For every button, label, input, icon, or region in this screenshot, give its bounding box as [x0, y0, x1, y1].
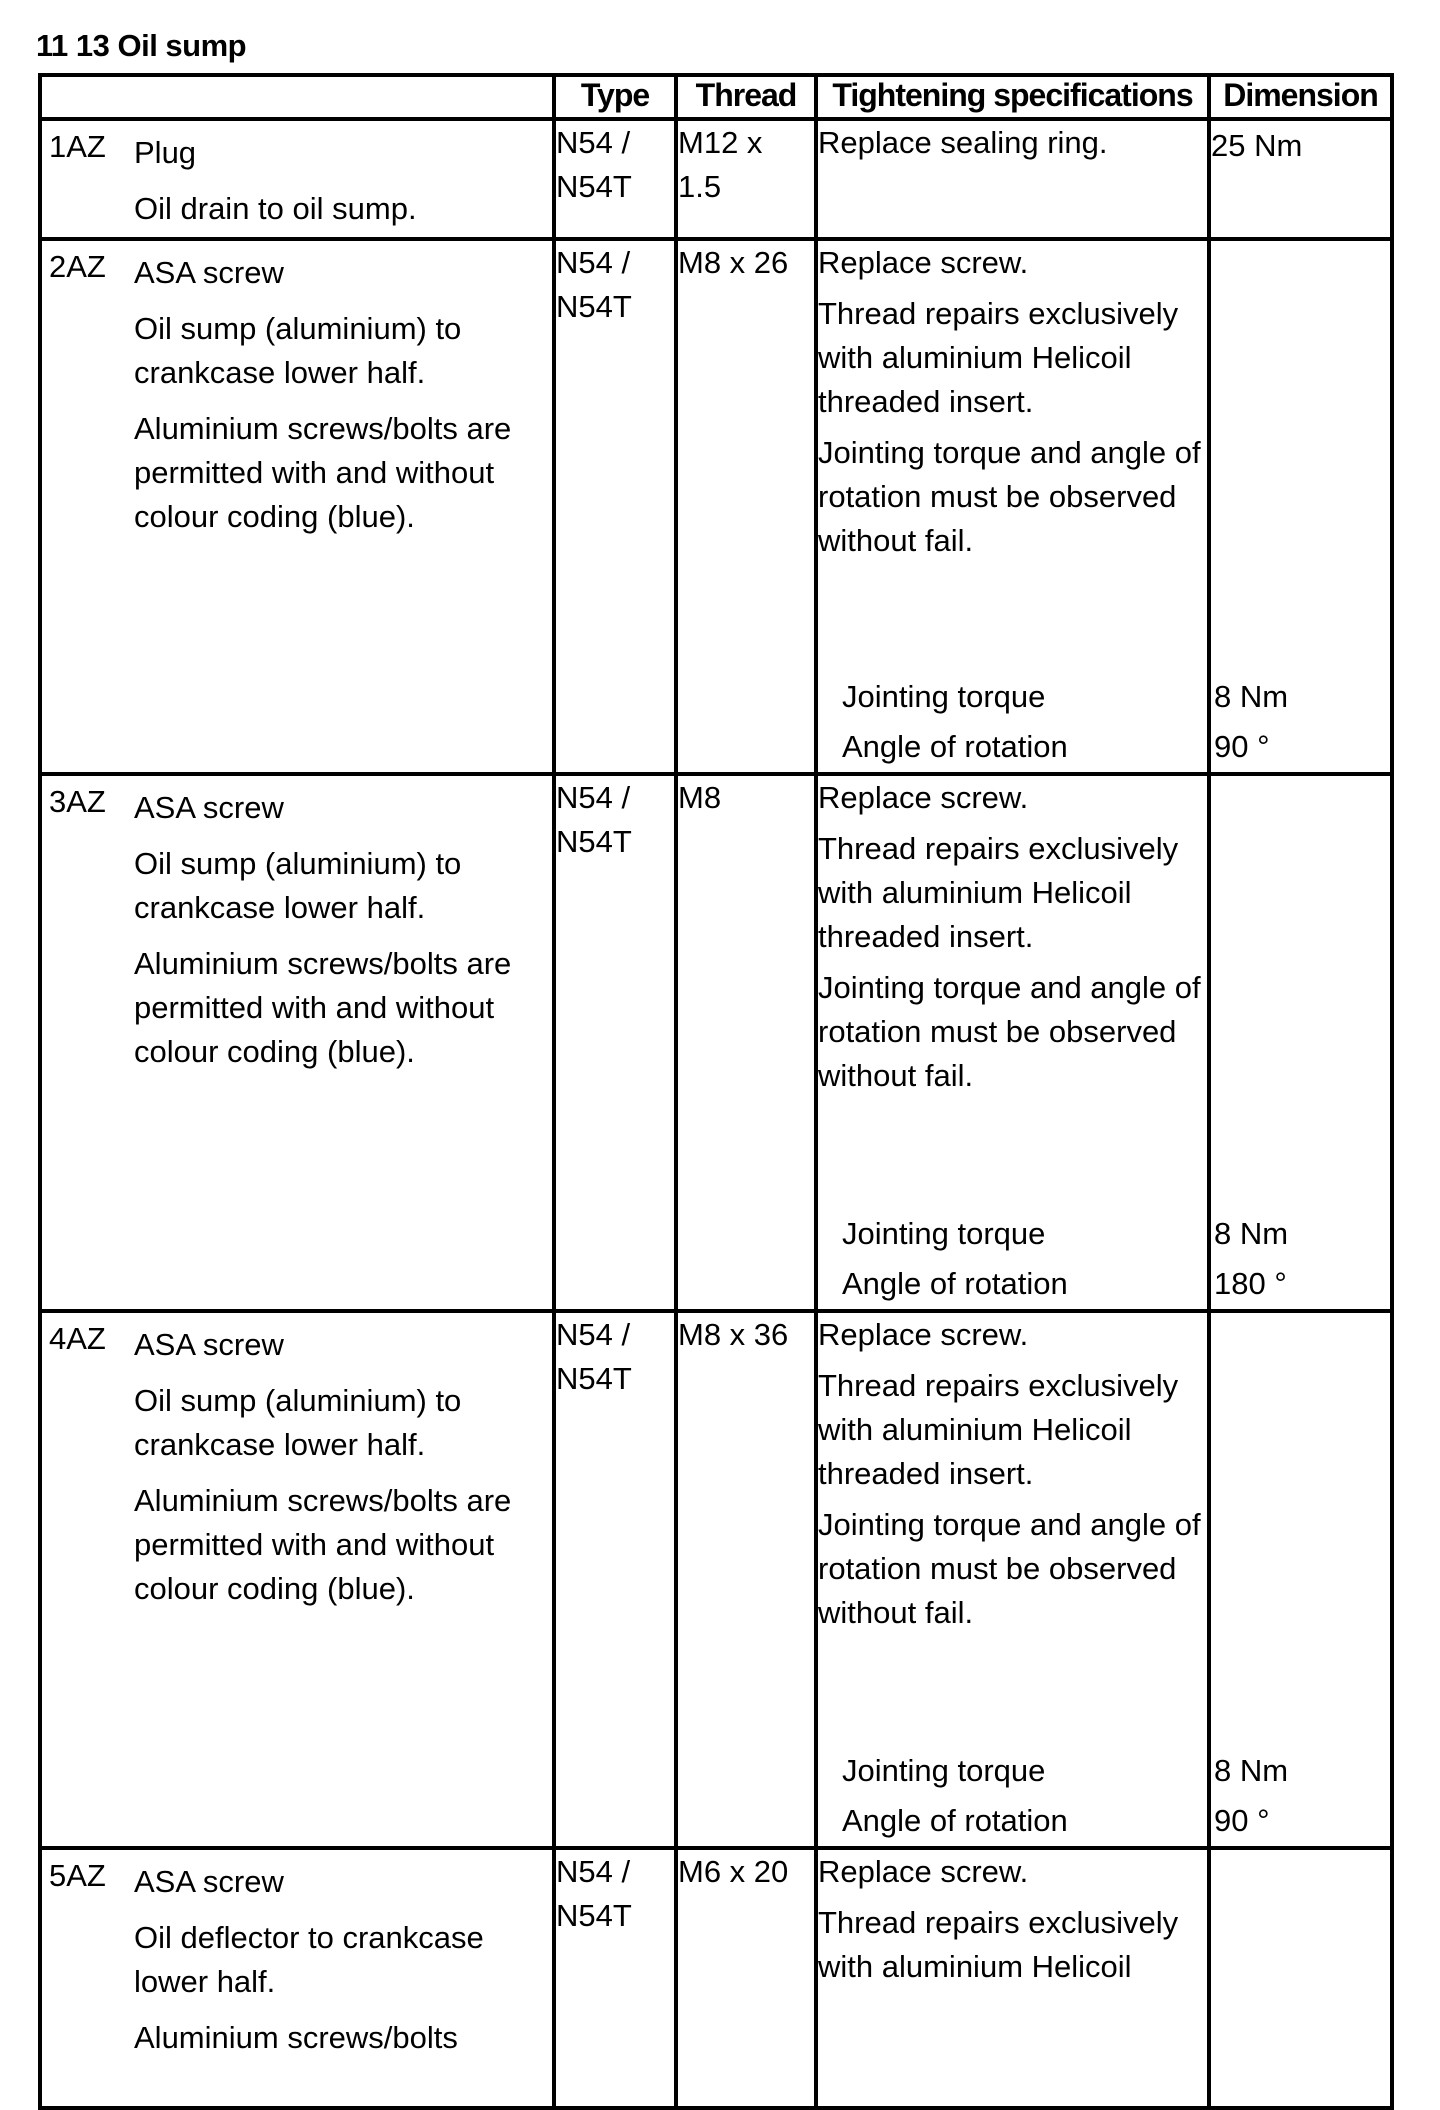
part-description: [42, 1850, 552, 2066]
table-row: [40, 1311, 1392, 1848]
part-cell: [40, 239, 554, 774]
spec-text: Replace screw.: [818, 245, 1029, 280]
thread-cell: M8 x 36: [676, 1311, 816, 1848]
spec-text: Jointing torque and angle of rotation must be observed without fail.: [818, 1507, 1201, 1630]
dimension-values: [1214, 1746, 1288, 1846]
thread-cell: M6 x 20: [676, 1848, 816, 2108]
tightening-spec-table: [38, 73, 1394, 2110]
spec-text: Thread repairs exclusively with aluminium Helicoil threaded insert.: [818, 1368, 1179, 1491]
spec-text: Replace screw.: [818, 1854, 1029, 1889]
header-thread: Thread: [676, 75, 816, 119]
spec-label: Jointing torque: [842, 1216, 1046, 1251]
part-description: [42, 1313, 552, 1617]
spec-label: Angle of rotation: [842, 1266, 1068, 1301]
spec-text: Thread repairs exclusively with aluminium Helicoil: [818, 1905, 1179, 1984]
position-code: 5AZ: [49, 1858, 106, 1893]
dimension-value: 90 °: [1214, 1803, 1270, 1838]
tightening-spec-cell: [816, 1848, 1209, 2108]
part-text: Aluminium screws/bolts are permitted with and without colour coding (blue).: [134, 946, 512, 1069]
part-text: Plug: [134, 135, 197, 170]
type-cell: N54 / N54T: [554, 239, 676, 774]
dimension-value: 180 °: [1214, 1266, 1287, 1301]
tightening-spec-cell: [816, 239, 1209, 774]
position-code: 3AZ: [49, 784, 106, 819]
part-text: Oil deflector to crankcase lower half.: [134, 1920, 484, 1999]
position-code: 1AZ: [49, 129, 106, 164]
type-cell: N54 / N54T: [554, 1848, 676, 2108]
type-cell: N54 / N54T: [554, 119, 676, 239]
spec-text: Replace screw.: [818, 1317, 1029, 1352]
spec-label: Jointing torque: [842, 679, 1046, 714]
section-title: 11 13 Oil sump: [36, 28, 247, 63]
spec-label: Jointing torque: [842, 1753, 1046, 1788]
header-tightening-specifications: Tightening specifications: [816, 75, 1209, 119]
spec-text: Replace screw.: [818, 780, 1029, 815]
table-row: [40, 119, 1392, 239]
tightening-spec-cell: [816, 1311, 1209, 1848]
part-cell: [40, 1311, 554, 1848]
part-text: ASA screw: [134, 1864, 284, 1899]
part-text: Oil sump (aluminium) to crankcase lower half.: [134, 846, 462, 925]
part-text: Aluminium screws/bolts: [134, 2020, 458, 2055]
spec-values: [842, 1746, 1068, 1846]
type-cell: N54 / N54T: [554, 1311, 676, 1848]
part-cell: [40, 774, 554, 1311]
part-text: Oil drain to oil sump.: [134, 191, 417, 226]
table-row: [40, 1848, 1392, 2108]
dimension-value: 8 Nm: [1214, 1753, 1289, 1788]
header-type: Type: [554, 75, 676, 119]
spec-text: Replace sealing ring.: [818, 125, 1108, 160]
part-description: [42, 776, 552, 1080]
dimension-values: [1214, 672, 1288, 772]
part-text: ASA screw: [134, 790, 284, 825]
part-text: Aluminium screws/bolts are permitted with and without colour coding (blue).: [134, 1483, 512, 1606]
spec-text: Thread repairs exclusively with aluminium Helicoil threaded insert.: [818, 296, 1179, 419]
part-description: [42, 241, 552, 545]
part-text: Oil sump (aluminium) to crankcase lower half.: [134, 1383, 462, 1462]
part-cell: [40, 1848, 554, 2108]
spec-values: [842, 672, 1068, 772]
table-row: [40, 239, 1392, 774]
spec-values: [842, 1209, 1068, 1309]
spec-text: Thread repairs exclusively with aluminium Helicoil threaded insert.: [818, 831, 1179, 954]
table-body: [40, 119, 1392, 2108]
dimension-values: [1214, 1209, 1288, 1309]
position-code: 4AZ: [49, 1321, 106, 1356]
dimension-cell: [1209, 1848, 1392, 2108]
dimension-value: 8 Nm: [1214, 1216, 1289, 1251]
thread-cell: M8: [676, 774, 816, 1311]
dimension-cell: [1209, 1311, 1392, 1848]
tightening-spec-cell: [816, 119, 1209, 239]
table-header-row: [40, 75, 1392, 119]
part-description: [42, 121, 552, 237]
table-row: [40, 774, 1392, 1311]
spec-label: Angle of rotation: [842, 1803, 1068, 1838]
tightening-spec-cell: [816, 774, 1209, 1311]
part-text: Aluminium screws/bolts are permitted with and without colour coding (blue).: [134, 411, 512, 534]
part-text: ASA screw: [134, 1327, 284, 1362]
spec-label: Angle of rotation: [842, 729, 1068, 764]
part-cell: [40, 119, 554, 239]
dimension-cell: [1209, 774, 1392, 1311]
thread-cell: M12 x 1.5: [676, 119, 816, 239]
thread-cell: M8 x 26: [676, 239, 816, 774]
position-code: 2AZ: [49, 249, 106, 284]
header-item: [40, 75, 554, 119]
spec-text: Jointing torque and angle of rotation must be observed without fail.: [818, 435, 1201, 558]
spec-text: Jointing torque and angle of rotation must be observed without fail.: [818, 970, 1201, 1093]
type-cell: N54 / N54T: [554, 774, 676, 1311]
dimension-cell: [1209, 239, 1392, 774]
dimension-value: 8 Nm: [1214, 679, 1289, 714]
dimension-value: 90 °: [1214, 729, 1270, 764]
part-text: Oil sump (aluminium) to crankcase lower half.: [134, 311, 462, 390]
header-dimension: Dimension: [1209, 75, 1392, 119]
part-text: ASA screw: [134, 255, 284, 290]
dimension-cell: [1209, 119, 1392, 239]
dimension-value: 25 Nm: [1211, 128, 1303, 163]
